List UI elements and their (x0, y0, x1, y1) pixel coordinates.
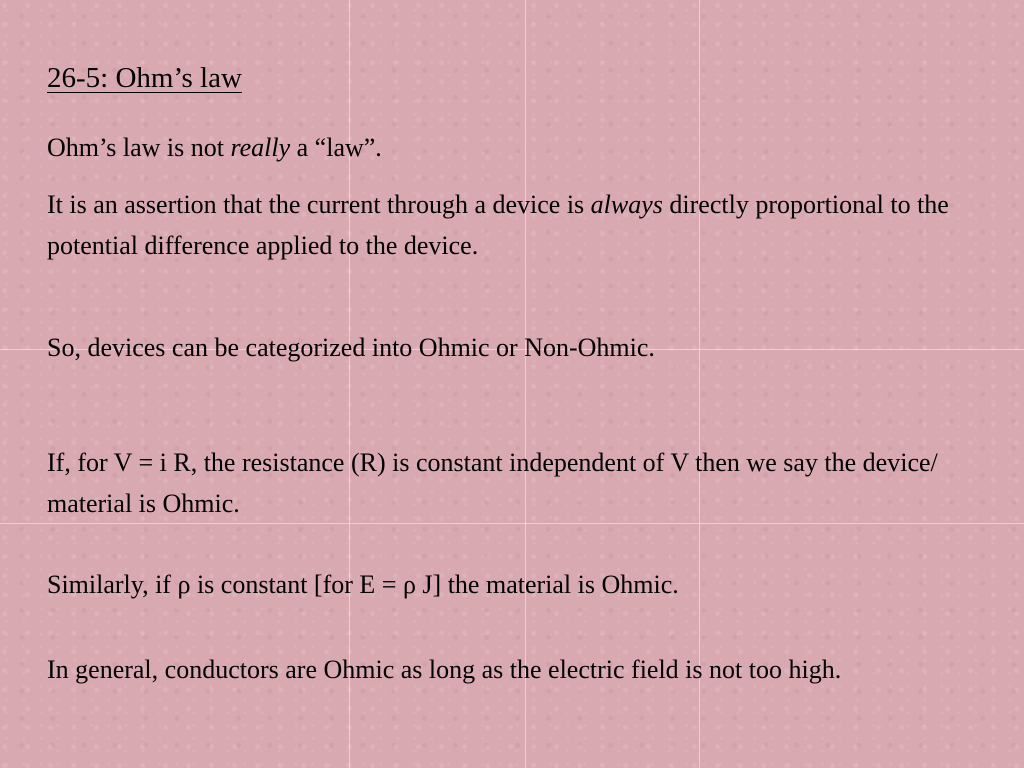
text-run: It is an assertion that the current through a device is (47, 190, 591, 219)
paragraph-conductors: In general, conductors are Ohmic as long as the electric field is not too high. (47, 655, 842, 684)
emphasis-always: always (590, 190, 663, 219)
slide-content (47, 56, 987, 684)
paragraph-categorized: So, devices can be categorized into Ohmic or Non-Ohmic. (47, 333, 655, 362)
paragraph-ohmic-definition: If, for V = i R, the resistance (R) is constant independent of V then we say the device/ material is Ohmic. (47, 448, 938, 518)
paragraph-resistivity: Similarly, if ρ is constant [for E = ρ J] the material is Ohmic. (47, 570, 679, 599)
paragraph-not-really-law (47, 127, 382, 168)
paragraph-assertion (47, 184, 982, 266)
emphasis-really: really (230, 133, 291, 162)
text-run: a “law”. (290, 133, 382, 162)
slide-title: 26-5: Ohm’s law (47, 62, 242, 94)
text-run: Ohm’s law is not (47, 133, 231, 162)
text-run: directly proportional to the potential difference applied to the device. (47, 190, 949, 260)
